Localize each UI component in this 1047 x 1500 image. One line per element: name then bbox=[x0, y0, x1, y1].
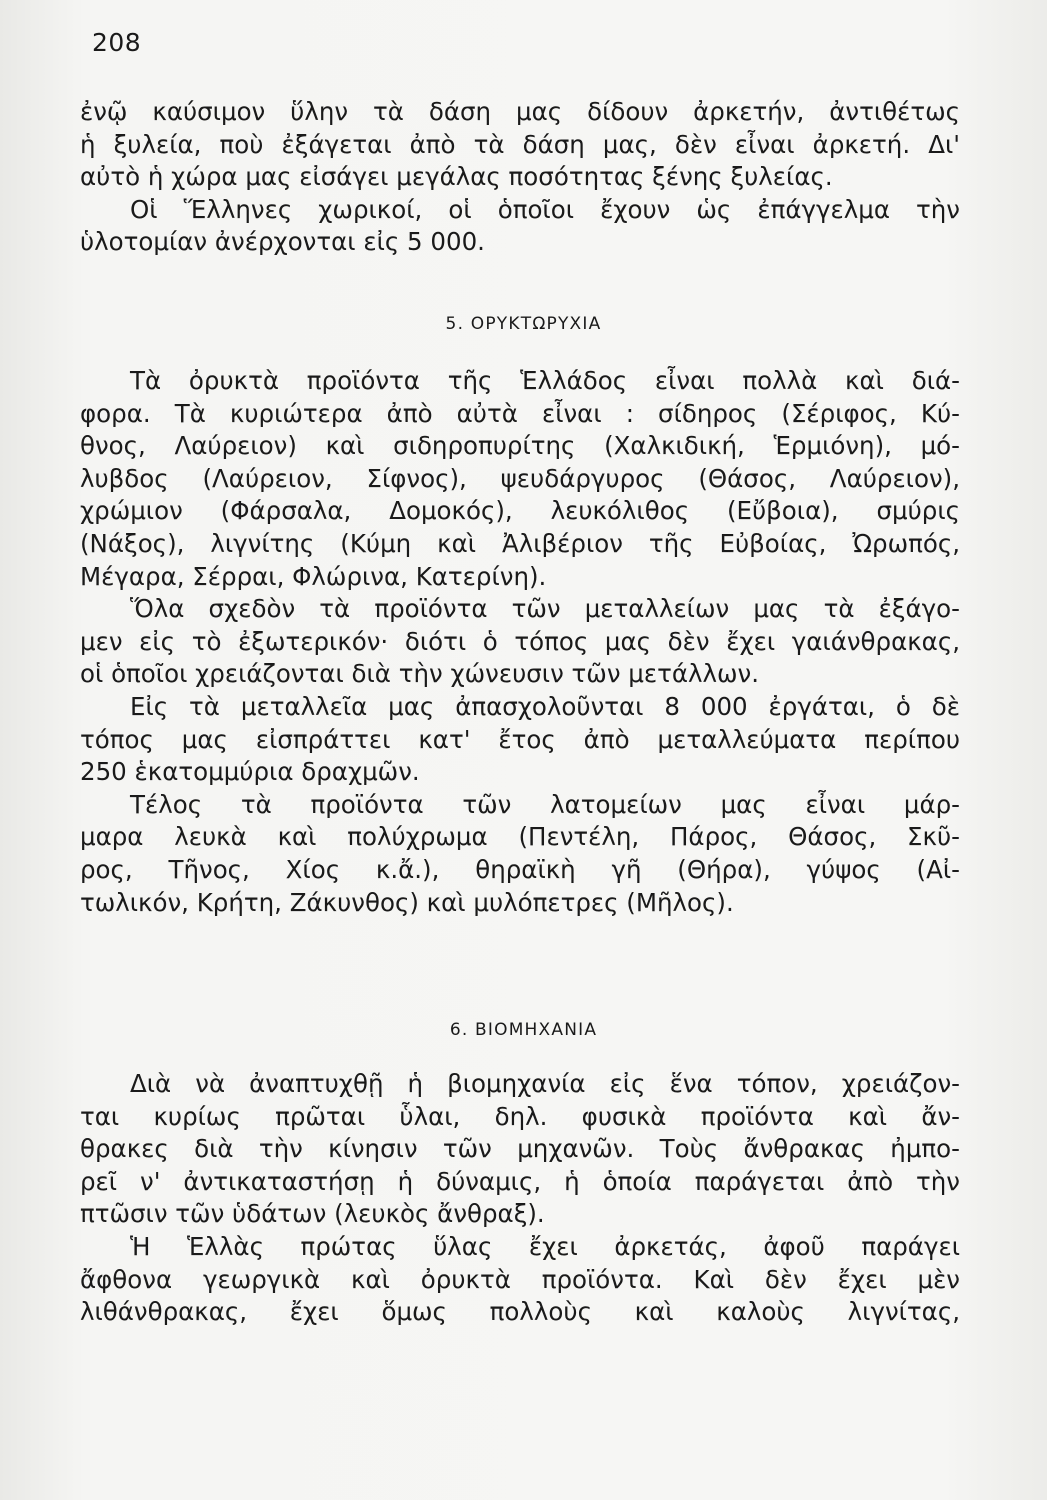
text-line: Τὰ ὀρυκτὰ προϊόντα τῆς Ἑλλάδος εἶναι πολλὰ καὶ διά- bbox=[130, 366, 960, 395]
text-line: ἄφθονα γεωργικὰ καὶ ὀρυκτὰ προϊόντα. Καὶ δὲν ἔχει μὲν bbox=[80, 1264, 960, 1294]
text-line: τωλικόν, Κρήτη, Ζάκυνθος) καὶ μυλόπετρες (Μῆλος). bbox=[80, 887, 734, 917]
text-line: 250 ἑκατομμύρια δραχμῶν. bbox=[80, 757, 420, 787]
text-line: Οἱ Ἕλληνες χωρικοί, οἱ ὁποῖοι ἔχουν ὡς ἐπάγγελμα τὴν bbox=[130, 194, 960, 224]
text-line: (Νάξος), λιγνίτης (Κύμη καὶ Ἀλιβέριον τῆς Εὐβοίας, Ὠρωπός, bbox=[80, 528, 960, 558]
text-line: φορα. Τὰ κυριώτερα ἀπὸ αὐτὰ εἶναι : σίδηρος (Σέριφος, Κύ- bbox=[80, 398, 960, 428]
text-line: οἱ ὁποῖοι χρειάζονται διὰ τὴν χώνευσιν τῶν μετάλλων. bbox=[80, 659, 760, 689]
text-line: πτῶσιν τῶν ὑδάτων (λευκὸς ἄνθραξ). bbox=[80, 1199, 545, 1229]
text-line: μεν εἰς τὸ ἐξωτερικόν· διότι ὁ τόπος μας δὲν ἔχει γαιάνθρακας, bbox=[80, 626, 960, 656]
text-line: Εἰς τὰ μεταλλεῖα μας ἀπασχολοῦνται 8 000 ἐργάται, ὁ δὲ bbox=[130, 691, 960, 721]
text-line: ἐνῷ καύσιμον ὕλην τὰ δάση μας δίδουν ἀρκετήν, ἀντιθέτως bbox=[80, 97, 960, 126]
text-line: ρος, Τῆνος, Χίος κ.ἄ.), θηραϊκὴ γῆ (Θήρα), γύψος (Αἰ- bbox=[80, 854, 960, 884]
text-line: ρεῖ ν' ἀντικαταστήσῃ ἡ δύναμις, ἡ ὁποία παράγεται ἀπὸ τὴν bbox=[80, 1166, 960, 1196]
intro-text bbox=[80, 96, 960, 259]
text-line: λυβδος (Λαύρειον, Σίφνος), ψευδάργυρος (Θάσος, Λαύρειον), bbox=[80, 463, 960, 493]
text-line: χρώμιον (Φάρσαλα, Δομοκός), λευκόλιθος (Εὔβοια), σμύρις bbox=[80, 496, 960, 526]
text-line: αὐτὸ ἡ χώρα μας εἰσάγει μεγάλας ποσότητας ξένης ξυλείας. bbox=[80, 162, 833, 192]
text-line: τόπος μας εἰσπράττει κατ' ἔτος ἀπὸ μεταλλεύματα περίπου bbox=[80, 724, 960, 754]
text-line: θνος, Λαύρειον) καὶ σιδηροπυρίτης (Χαλκιδική, Ἑρμιόνη), μό- bbox=[80, 431, 960, 461]
text-line: Τέλος τὰ προϊόντα τῶν λατομείων μας εἶναι μάρ- bbox=[130, 789, 960, 819]
text-line: ἡ ξυλεία, ποὺ ἐξάγεται ἀπὸ τὰ δάση μας, δὲν εἶναι ἀρκετή. Δι' bbox=[80, 129, 960, 159]
text-line: Διὰ νὰ ἀναπτυχθῇ ἡ βιομηχανία εἰς ἕνα τόπον, χρειάζον- bbox=[130, 1069, 960, 1098]
section-mining-text bbox=[80, 365, 960, 919]
text-line: Ὅλα σχεδὸν τὰ προϊόντα τῶν μεταλλείων μας τὰ ἐξάγο- bbox=[130, 594, 960, 624]
section-industry-text bbox=[80, 1068, 960, 1329]
section-heading-mining: 5. ΟΡΥΚΤΩΡΥΧΙΑ bbox=[445, 314, 602, 334]
page-number: 208 bbox=[92, 28, 142, 57]
text-line: Ἡ Ἑλλὰς πρώτας ὕλας ἔχει ἀρκετάς, ἀφοῦ παράγει bbox=[130, 1231, 960, 1261]
text-line: θρακες διὰ τὴν κίνησιν τῶν μηχανῶν. Τοὺς ἄνθρακας ἠμπο- bbox=[80, 1134, 960, 1164]
text-line: λιθάνθρακας, ἔχει ὅμως πολλοὺς καὶ καλοὺς λιγνίτας, bbox=[80, 1297, 960, 1327]
text-line: Μέγαρα, Σέρραι, Φλώρινα, Κατερίνη). bbox=[80, 561, 547, 591]
text-line: ὑλοτομίαν ἀνέρχονται εἰς 5 000. bbox=[80, 227, 485, 257]
text-line: μαρα λευκὰ καὶ πολύχρωμα (Πεντέλη, Πάρος, Θάσος, Σκῦ- bbox=[80, 822, 960, 852]
text-line: ται κυρίως πρῶται ὗλαι, δηλ. φυσικὰ προϊόντα καὶ ἄν- bbox=[80, 1101, 960, 1131]
section-heading-industry: 6. ΒΙΟΜΗΧΑΝΙΑ bbox=[449, 1020, 598, 1040]
